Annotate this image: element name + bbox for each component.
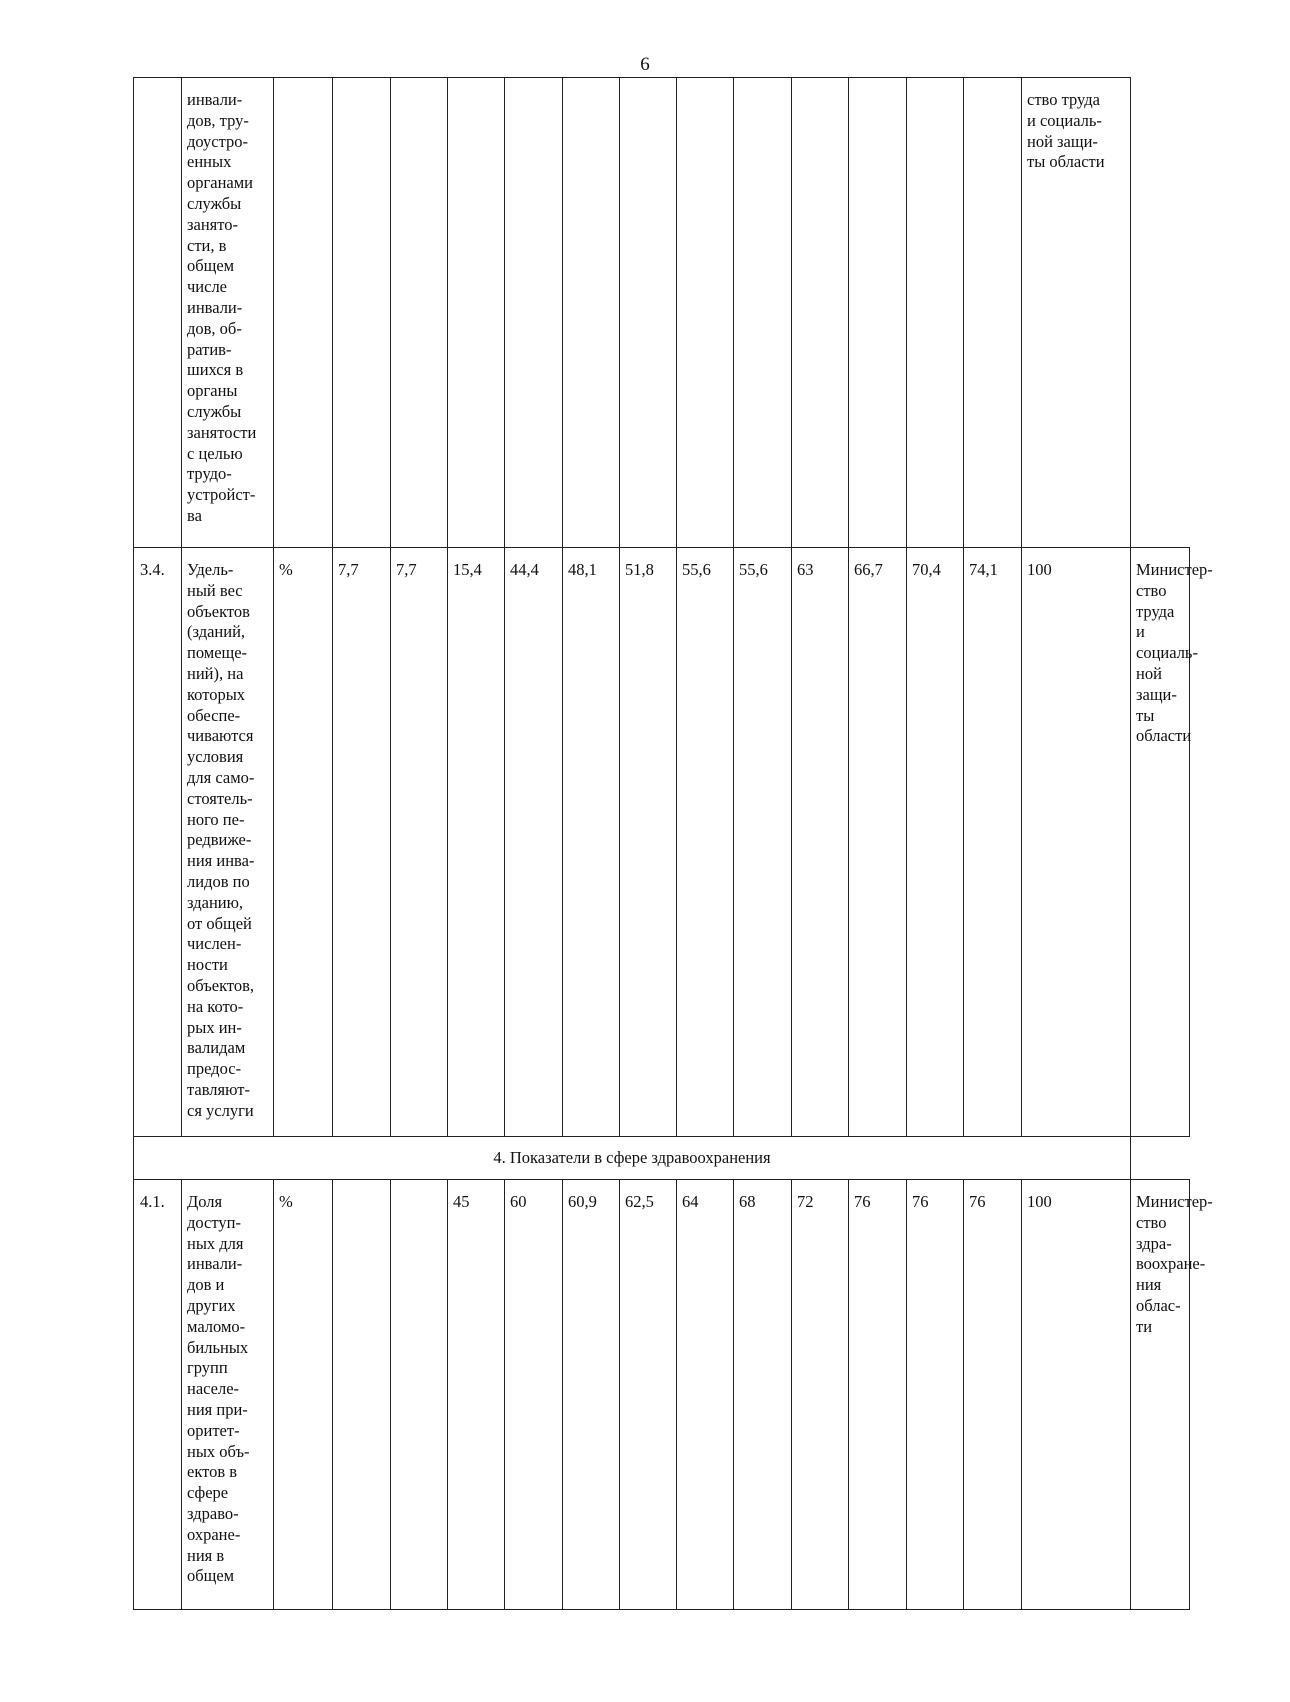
value-cell: 76 (849, 1180, 907, 1610)
value-cell: 7,7 (391, 548, 448, 1137)
table-row (134, 1180, 1190, 1610)
value-cell: 76 (964, 1180, 1022, 1610)
section-title: 4. Показатели в сфере здравоохранения (134, 1137, 1131, 1180)
value-cell (734, 78, 792, 548)
value-cell: 68 (734, 1180, 792, 1610)
value-cell: 63 (792, 548, 849, 1137)
value-cell: 44,4 (505, 548, 563, 1137)
value-cell: 64 (677, 1180, 734, 1610)
value-cell: 100 (1022, 1180, 1131, 1610)
value-cell (333, 78, 391, 548)
value-cell (391, 78, 448, 548)
value-cell: 76 (907, 1180, 964, 1610)
value-cell: 60,9 (563, 1180, 620, 1610)
value-cell: 70,4 (907, 548, 964, 1137)
value-cell (677, 78, 734, 548)
value-cell: 48,1 (563, 548, 620, 1137)
table-row (134, 548, 1190, 1137)
value-cell: 45 (448, 1180, 505, 1610)
indicators-table (133, 77, 1213, 1610)
value-cell: 7,7 (333, 548, 391, 1137)
value-cell (391, 1180, 448, 1610)
value-cell (907, 78, 964, 548)
unit-cell: % (274, 548, 333, 1137)
value-cell: 66,7 (849, 548, 907, 1137)
value-cell: 60 (505, 1180, 563, 1610)
section-row (134, 1137, 1190, 1180)
value-cell: 55,6 (734, 548, 792, 1137)
value-cell (620, 78, 677, 548)
value-cell: 51,8 (620, 548, 677, 1137)
responsible-cell: ство труда и социаль- ной защи- ты области (1022, 78, 1131, 548)
unit-cell: % (274, 1180, 333, 1610)
value-cell (333, 1180, 391, 1610)
value-cell (964, 78, 1022, 548)
row-number: 4.1. (134, 1180, 182, 1610)
responsible-cell: Министер- ство труда и социаль- ной защи- ты области (1131, 548, 1190, 1137)
value-cell: 74,1 (964, 548, 1022, 1137)
indicator-cell: инвали- дов, тру- доустро- енных органами службы занято- сти, в общем числе инвали- дов, об- ратив- шихся в органы службы занятости с целью трудо- устройст- ва (182, 78, 274, 548)
indicator-cell: Доля доступ- ных для инвали- дов и других маломо- бильных групп населе- ния при- оритет- ных объ- ектов в сфере здраво- охране- ния в общем (182, 1180, 274, 1610)
value-cell (505, 78, 563, 548)
value-cell (563, 78, 620, 548)
value-cell: 62,5 (620, 1180, 677, 1610)
unit-cell (274, 78, 333, 548)
indicator-cell: Удель- ный вес объектов (зданий, помеще- ний), на которых обеспе- чиваются условия для само- стоятель- ного пе- редвиже- ния инва- лидов по зданию, от общей числен- ности объектов, на кото- рых ин- валидам предос- тавляют- ся услуги (182, 548, 274, 1137)
value-cell (448, 78, 505, 548)
row-number (134, 78, 182, 548)
table-row (134, 78, 1190, 548)
value-cell: 72 (792, 1180, 849, 1610)
responsible-cell: Министер- ство здра- воохране- ния облас- ти (1131, 1180, 1190, 1610)
value-cell (792, 78, 849, 548)
value-cell: 15,4 (448, 548, 505, 1137)
page-number: 6 (640, 54, 650, 75)
value-cell: 55,6 (677, 548, 734, 1137)
value-cell (849, 78, 907, 548)
value-cell: 100 (1022, 548, 1131, 1137)
row-number: 3.4. (134, 548, 182, 1137)
